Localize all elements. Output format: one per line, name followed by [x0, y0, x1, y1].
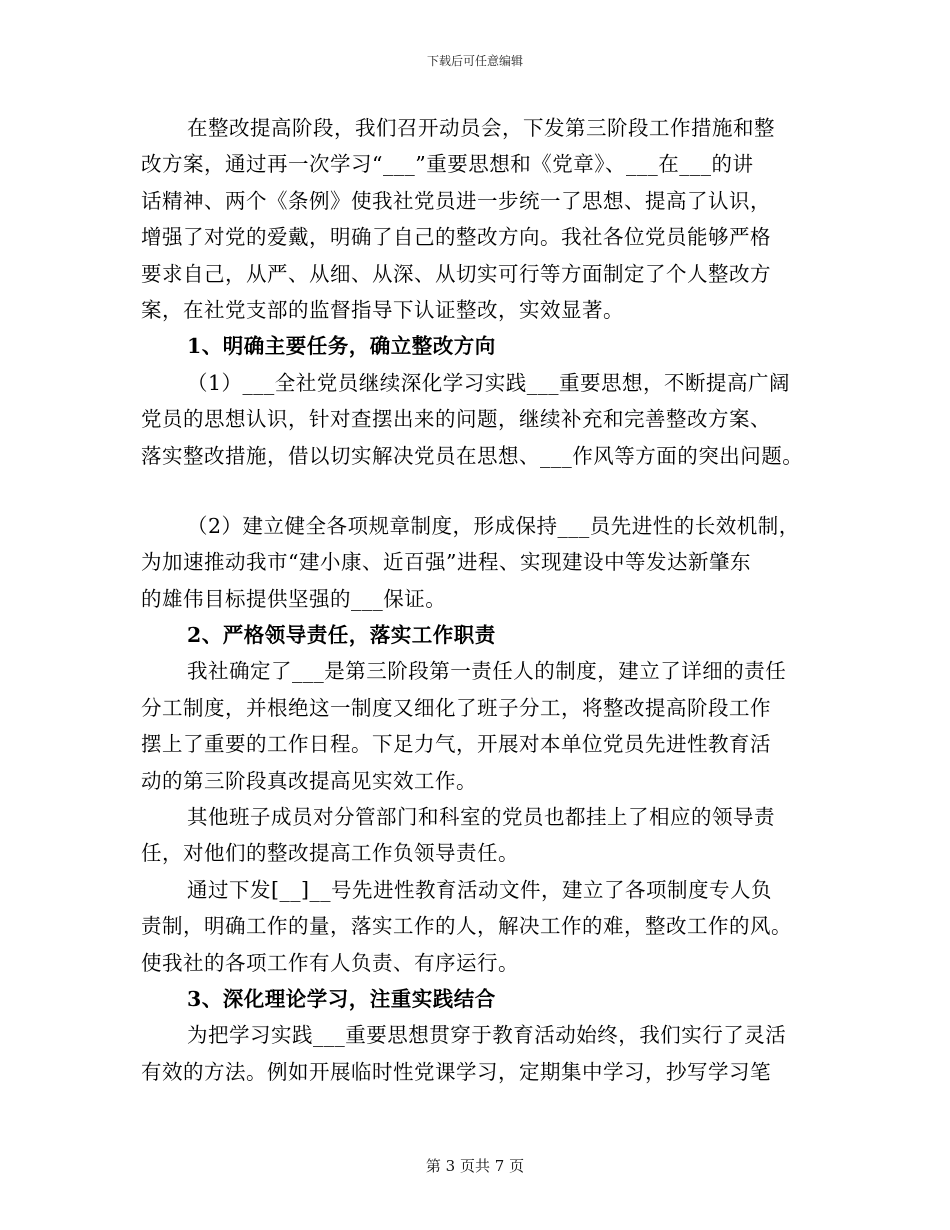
text-line: 有效的方法。例如开展临时性党课学习，定期集中学习，抄写学习笔: [141, 1059, 771, 1084]
section-heading-1: [141, 328, 821, 364]
paragraph-documents: [141, 872, 821, 981]
paragraph-members: [141, 799, 821, 872]
section-heading-3: [141, 981, 821, 1017]
paragraph-responsibility: [141, 653, 821, 799]
heading-text: 2、严格领导责任，落实工作职责: [187, 623, 496, 648]
text-line: 使我社的各项工作有人负责、有序运行。: [141, 950, 519, 975]
text-line: 在整改提高阶段，我们召开动员会，下发第三阶段工作措施和整: [187, 116, 775, 140]
paragraph-item-1: [141, 365, 821, 474]
paragraph-intro: [141, 110, 821, 328]
text-line: 党员的思想认识，针对查摆出来的问题，继续补充和完善整改方案、: [141, 407, 771, 432]
text-line: 增强了对党的爱戴，明确了自己的整改方向。我社各位党员能够严格: [141, 225, 771, 250]
text-line: 话精神、两个《条例》使我社党员进一步统一了思想、提高了认识，: [141, 188, 771, 213]
text-line: 改方案，通过再一次学习“___”重要思想和《党章》、___在___的讲: [141, 152, 754, 177]
page-footer: 第 3 页共 7 页: [425, 1157, 525, 1175]
text-line: 要求自己，从严、从细、从深、从切实可行等方面制定了个人整改方: [141, 261, 771, 286]
paragraph-study: [141, 1017, 821, 1090]
text-line: 通过下发[__]__号先进性教育活动文件，建立了各项制度专人负: [187, 877, 772, 902]
heading-text: 3、深化理论学习，注重实践结合: [187, 986, 496, 1011]
text-line: 为把学习实践___重要思想贯穿于教育活动始终，我们实行了灵活: [187, 1023, 787, 1048]
paragraph-gap: [141, 474, 821, 508]
text-line: （2）建立健全各项规章制度，形成保持___员先进性的长效机制，: [187, 513, 800, 538]
text-line: （1）___全社党员继续深化学习实践___重要思想，不断提高广阔: [187, 370, 791, 395]
text-line: 动的第三阶段真改提高见实效工作。: [141, 768, 477, 793]
text-line: 摆上了重要的工作日程。下足力气，开展对本单位党员先进性教育活: [141, 732, 771, 757]
text-line: 其他班子成员对分管部门和科室的党员也都挂上了相应的领导责: [187, 805, 775, 830]
text-line: 的雄伟目标提供坚强的___保证。: [141, 586, 447, 611]
heading-text: 1、明确主要任务，确立整改方向: [187, 334, 496, 359]
text-line: 任，对他们的整改提高工作负领导责任。: [141, 841, 519, 866]
text-line: 责制，明确工作的量，落实工作的人，解决工作的难，整改工作的风。: [141, 914, 792, 939]
document-body: [141, 110, 821, 1090]
text-line: 为加速推动我市“建小康、近百强”进程、实现建设中等发达新肇东: [141, 550, 751, 575]
paragraph-item-2: [141, 508, 821, 617]
section-heading-2: [141, 617, 821, 653]
text-line: 案，在社党支部的监督指导下认证整改，实效显著。: [141, 297, 624, 322]
text-line: 我社确定了___是第三阶段第一责任人的制度，建立了详细的责任: [187, 659, 787, 684]
text-line: 分工制度，并根绝这一制度又细化了班子分工，将整改提高阶段工作: [141, 695, 771, 720]
page-header: 下载后可任意编辑: [426, 54, 523, 68]
text-line: 落实整改措施，借以切实解决党员在思想、___作风等方面的突出问题。: [141, 443, 804, 468]
